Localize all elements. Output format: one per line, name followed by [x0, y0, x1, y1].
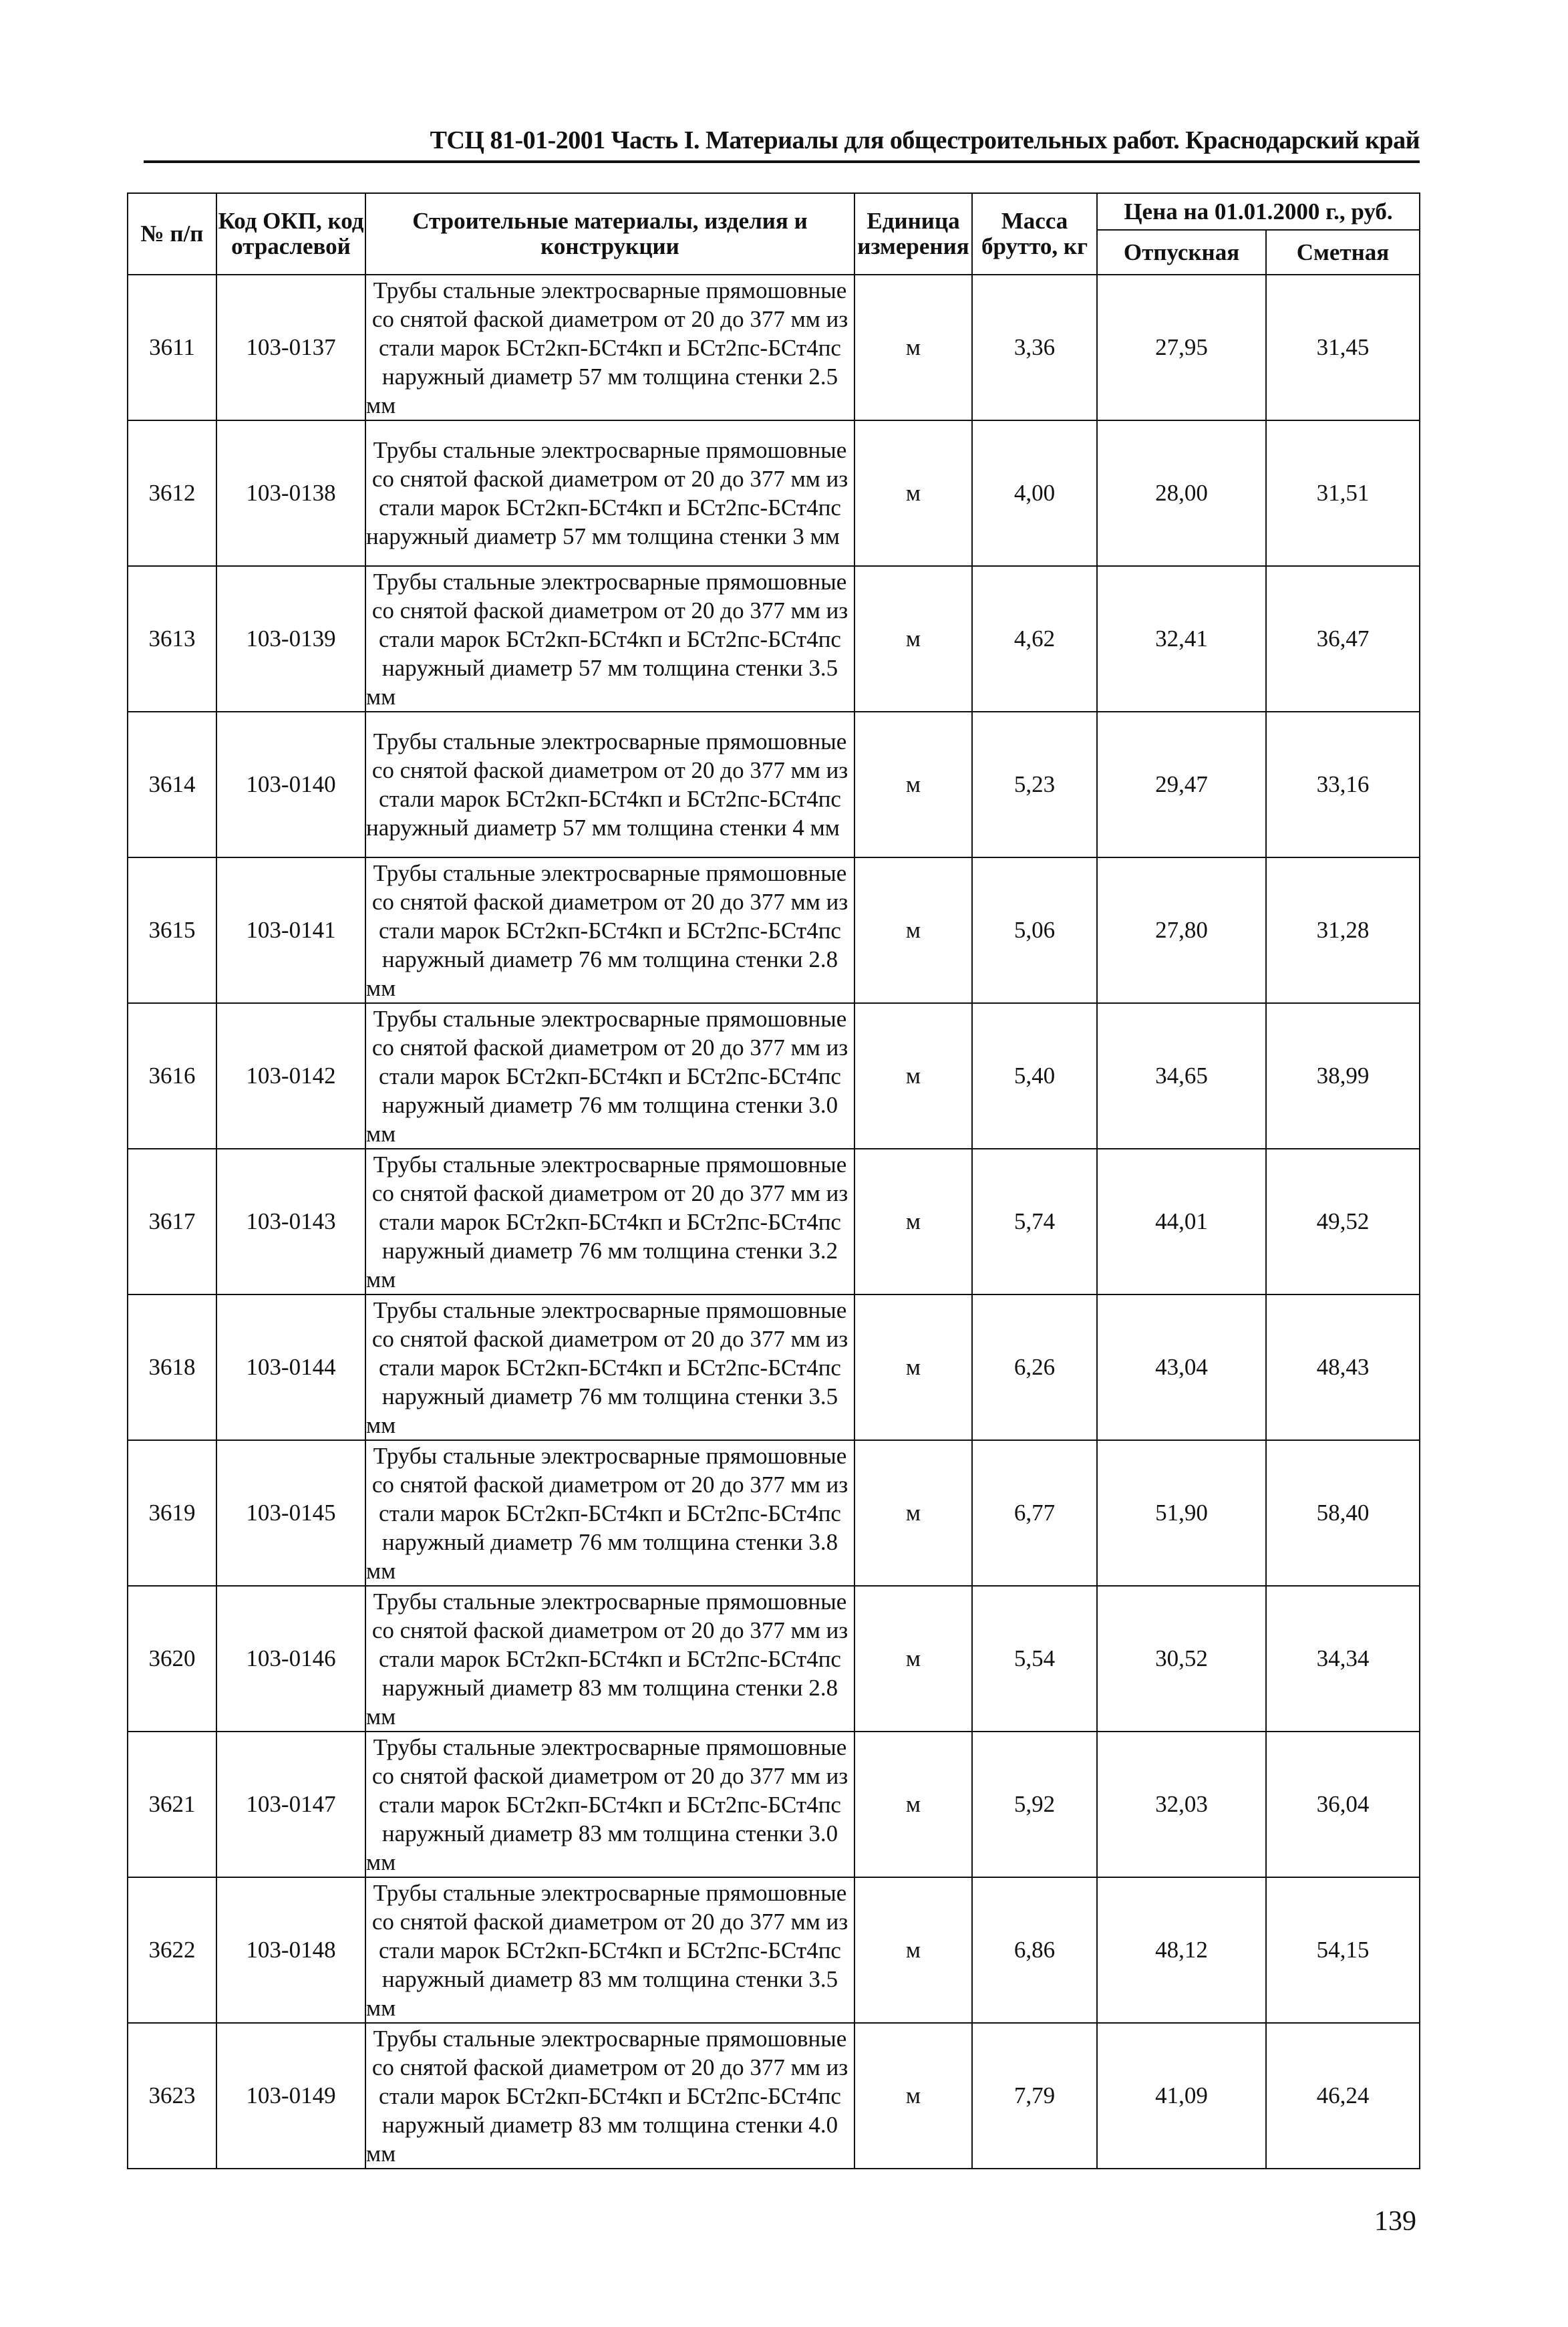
cell-num: 3611: [128, 275, 216, 420]
table-row: [128, 857, 1420, 1003]
cell-unit: м: [854, 275, 972, 420]
cell-price-estimate: 48,43: [1266, 1294, 1420, 1440]
cell-num: 3623: [128, 2023, 216, 2169]
cell-code: 103-0149: [216, 2023, 365, 2169]
cell-mass: 5,54: [972, 1586, 1097, 1732]
cell-price-release: 32,41: [1097, 566, 1266, 712]
cell-code: 103-0138: [216, 420, 365, 566]
table-row: [128, 1003, 1420, 1149]
cell-unit: м: [854, 712, 972, 857]
cell-price-release: 27,80: [1097, 857, 1266, 1003]
cell-price-estimate: 38,99: [1266, 1003, 1420, 1149]
cell-price-estimate: 33,16: [1266, 712, 1420, 857]
cell-price-release: 32,03: [1097, 1732, 1266, 1877]
cell-price-release: 30,52: [1097, 1586, 1266, 1732]
cell-price-release: 48,12: [1097, 1877, 1266, 2023]
table-body: [128, 275, 1420, 2169]
cell-num: 3617: [128, 1149, 216, 1294]
cell-description: Трубы стальные электросварные прямошовные со снятой фаской диаметром от 20 до 377 мм из стали марок БСт2кп-БСт4кп и БСт2пс-БСт4пс наружный диаметр 76 мм толщина стенки 3.2 мм: [365, 1149, 854, 1294]
cell-mass: 4,00: [972, 420, 1097, 566]
cell-unit: м: [854, 1003, 972, 1149]
cell-mass: 5,06: [972, 857, 1097, 1003]
materials-table: [127, 192, 1420, 2169]
cell-mass: 6,86: [972, 1877, 1097, 2023]
table-row: [128, 1294, 1420, 1440]
cell-mass: 4,62: [972, 566, 1097, 712]
cell-description: Трубы стальные электросварные прямошовные со снятой фаской диаметром от 20 до 377 мм из стали марок БСт2кп-БСт4кп и БСт2пс-БСт4пс наружный диаметр 57 мм толщина стенки 3.5 мм: [365, 566, 854, 712]
cell-price-release: 29,47: [1097, 712, 1266, 857]
cell-mass: 7,79: [972, 2023, 1097, 2169]
table-row: [128, 712, 1420, 857]
col-header-code: Код ОКП, код отраслевой: [216, 193, 365, 275]
cell-description: Трубы стальные электросварные прямошовные со снятой фаской диаметром от 20 до 377 мм из стали марок БСт2кп-БСт4кп и БСт2пс-БСт4пс наружный диаметр 76 мм толщина стенки 3.0 мм: [365, 1003, 854, 1149]
cell-mass: 5,92: [972, 1732, 1097, 1877]
cell-code: 103-0146: [216, 1586, 365, 1732]
cell-description: Трубы стальные электросварные прямошовные со снятой фаской диаметром от 20 до 377 мм из стали марок БСт2кп-БСт4кп и БСт2пс-БСт4пс наружный диаметр 83 мм толщина стенки 3.5 мм: [365, 1877, 854, 2023]
cell-unit: м: [854, 1586, 972, 1732]
cell-unit: м: [854, 1877, 972, 2023]
cell-num: 3618: [128, 1294, 216, 1440]
cell-num: 3614: [128, 712, 216, 857]
page-header: ТСЦ 81-01-2001 Часть I. Материалы для общестроительных работ. Краснодарский край: [430, 126, 1420, 154]
cell-num: 3619: [128, 1440, 216, 1586]
cell-num: 3622: [128, 1877, 216, 2023]
table-row: [128, 2023, 1420, 2169]
cell-code: 103-0144: [216, 1294, 365, 1440]
cell-description: Трубы стальные электросварные прямошовные со снятой фаской диаметром от 20 до 377 мм из стали марок БСт2кп-БСт4кп и БСт2пс-БСт4пс наружный диаметр 83 мм толщина стенки 2.8 мм: [365, 1586, 854, 1732]
table-row: [128, 275, 1420, 420]
cell-code: 103-0148: [216, 1877, 365, 2023]
cell-price-release: 27,95: [1097, 275, 1266, 420]
cell-code: 103-0143: [216, 1149, 365, 1294]
cell-code: 103-0145: [216, 1440, 365, 1586]
col-header-unit: Единица измерения: [854, 193, 972, 275]
cell-price-estimate: 31,51: [1266, 420, 1420, 566]
cell-unit: м: [854, 1149, 972, 1294]
table-row: [128, 1440, 1420, 1586]
cell-unit: м: [854, 2023, 972, 2169]
cell-code: 103-0142: [216, 1003, 365, 1149]
cell-price-estimate: 31,45: [1266, 275, 1420, 420]
cell-description: Трубы стальные электросварные прямошовные со снятой фаской диаметром от 20 до 377 мм из стали марок БСт2кп-БСт4кп и БСт2пс-БСт4пс наружный диаметр 57 мм толщина стенки 3 мм: [365, 420, 854, 566]
cell-num: 3612: [128, 420, 216, 566]
table-row: [128, 1586, 1420, 1732]
cell-unit: м: [854, 1294, 972, 1440]
cell-mass: 5,74: [972, 1149, 1097, 1294]
cell-mass: 3,36: [972, 275, 1097, 420]
cell-description: Трубы стальные электросварные прямошовные со снятой фаской диаметром от 20 до 377 мм из стали марок БСт2кп-БСт4кп и БСт2пс-БСт4пс наружный диаметр 76 мм толщина стенки 3.5 мм: [365, 1294, 854, 1440]
cell-num: 3615: [128, 857, 216, 1003]
cell-num: 3620: [128, 1586, 216, 1732]
cell-price-estimate: 31,28: [1266, 857, 1420, 1003]
cell-code: 103-0141: [216, 857, 365, 1003]
cell-code: 103-0137: [216, 275, 365, 420]
cell-price-release: 28,00: [1097, 420, 1266, 566]
table-row: [128, 1877, 1420, 2023]
cell-code: 103-0140: [216, 712, 365, 857]
cell-unit: м: [854, 857, 972, 1003]
cell-mass: 6,26: [972, 1294, 1097, 1440]
cell-num: 3621: [128, 1732, 216, 1877]
cell-unit: м: [854, 566, 972, 712]
cell-mass: 5,40: [972, 1003, 1097, 1149]
cell-price-estimate: 49,52: [1266, 1149, 1420, 1294]
header-rule: [144, 160, 1420, 163]
cell-description: Трубы стальные электросварные прямошовные со снятой фаской диаметром от 20 до 377 мм из стали марок БСт2кп-БСт4кп и БСт2пс-БСт4пс наружный диаметр 76 мм толщина стенки 2.8 мм: [365, 857, 854, 1003]
cell-mass: 5,23: [972, 712, 1097, 857]
cell-description: Трубы стальные электросварные прямошовные со снятой фаской диаметром от 20 до 377 мм из стали марок БСт2кп-БСт4кп и БСт2пс-БСт4пс наружный диаметр 83 мм толщина стенки 4.0 мм: [365, 2023, 854, 2169]
cell-unit: м: [854, 420, 972, 566]
cell-description: Трубы стальные электросварные прямошовные со снятой фаской диаметром от 20 до 377 мм из стали марок БСт2кп-БСт4кп и БСт2пс-БСт4пс наружный диаметр 57 мм толщина стенки 2.5 мм: [365, 275, 854, 420]
col-header-price-release: Отпускная: [1097, 230, 1266, 275]
cell-mass: 6,77: [972, 1440, 1097, 1586]
cell-unit: м: [854, 1732, 972, 1877]
cell-num: 3613: [128, 566, 216, 712]
cell-code: 103-0147: [216, 1732, 365, 1877]
table-row: [128, 420, 1420, 566]
cell-price-estimate: 36,04: [1266, 1732, 1420, 1877]
cell-price-estimate: 46,24: [1266, 2023, 1420, 2169]
col-header-name: Строительные материалы, изделия и конструкции: [365, 193, 854, 275]
col-header-price-estimate: Сметная: [1266, 230, 1420, 275]
table-row: [128, 566, 1420, 712]
cell-price-estimate: 34,34: [1266, 1586, 1420, 1732]
table-row: [128, 1732, 1420, 1877]
page-number: 139: [1374, 2206, 1416, 2237]
cell-price-release: 51,90: [1097, 1440, 1266, 1586]
cell-price-release: 43,04: [1097, 1294, 1266, 1440]
cell-description: Трубы стальные электросварные прямошовные со снятой фаской диаметром от 20 до 377 мм из стали марок БСт2кп-БСт4кп и БСт2пс-БСт4пс наружный диаметр 83 мм толщина стенки 3.0 мм: [365, 1732, 854, 1877]
cell-description: Трубы стальные электросварные прямошовные со снятой фаской диаметром от 20 до 377 мм из стали марок БСт2кп-БСт4кп и БСт2пс-БСт4пс наружный диаметр 76 мм толщина стенки 3.8 мм: [365, 1440, 854, 1586]
cell-unit: м: [854, 1440, 972, 1586]
cell-price-release: 34,65: [1097, 1003, 1266, 1149]
cell-price-estimate: 54,15: [1266, 1877, 1420, 2023]
col-header-mass: Масса брутто, кг: [972, 193, 1097, 275]
cell-price-release: 44,01: [1097, 1149, 1266, 1294]
cell-description: Трубы стальные электросварные прямошовные со снятой фаской диаметром от 20 до 377 мм из стали марок БСт2кп-БСт4кп и БСт2пс-БСт4пс наружный диаметр 57 мм толщина стенки 4 мм: [365, 712, 854, 857]
col-header-price-group: Цена на 01.01.2000 г., руб.: [1097, 193, 1420, 230]
cell-num: 3616: [128, 1003, 216, 1149]
col-header-num: № п/п: [128, 193, 216, 275]
cell-price-estimate: 36,47: [1266, 566, 1420, 712]
cell-price-release: 41,09: [1097, 2023, 1266, 2169]
cell-price-estimate: 58,40: [1266, 1440, 1420, 1586]
cell-code: 103-0139: [216, 566, 365, 712]
table-row: [128, 1149, 1420, 1294]
